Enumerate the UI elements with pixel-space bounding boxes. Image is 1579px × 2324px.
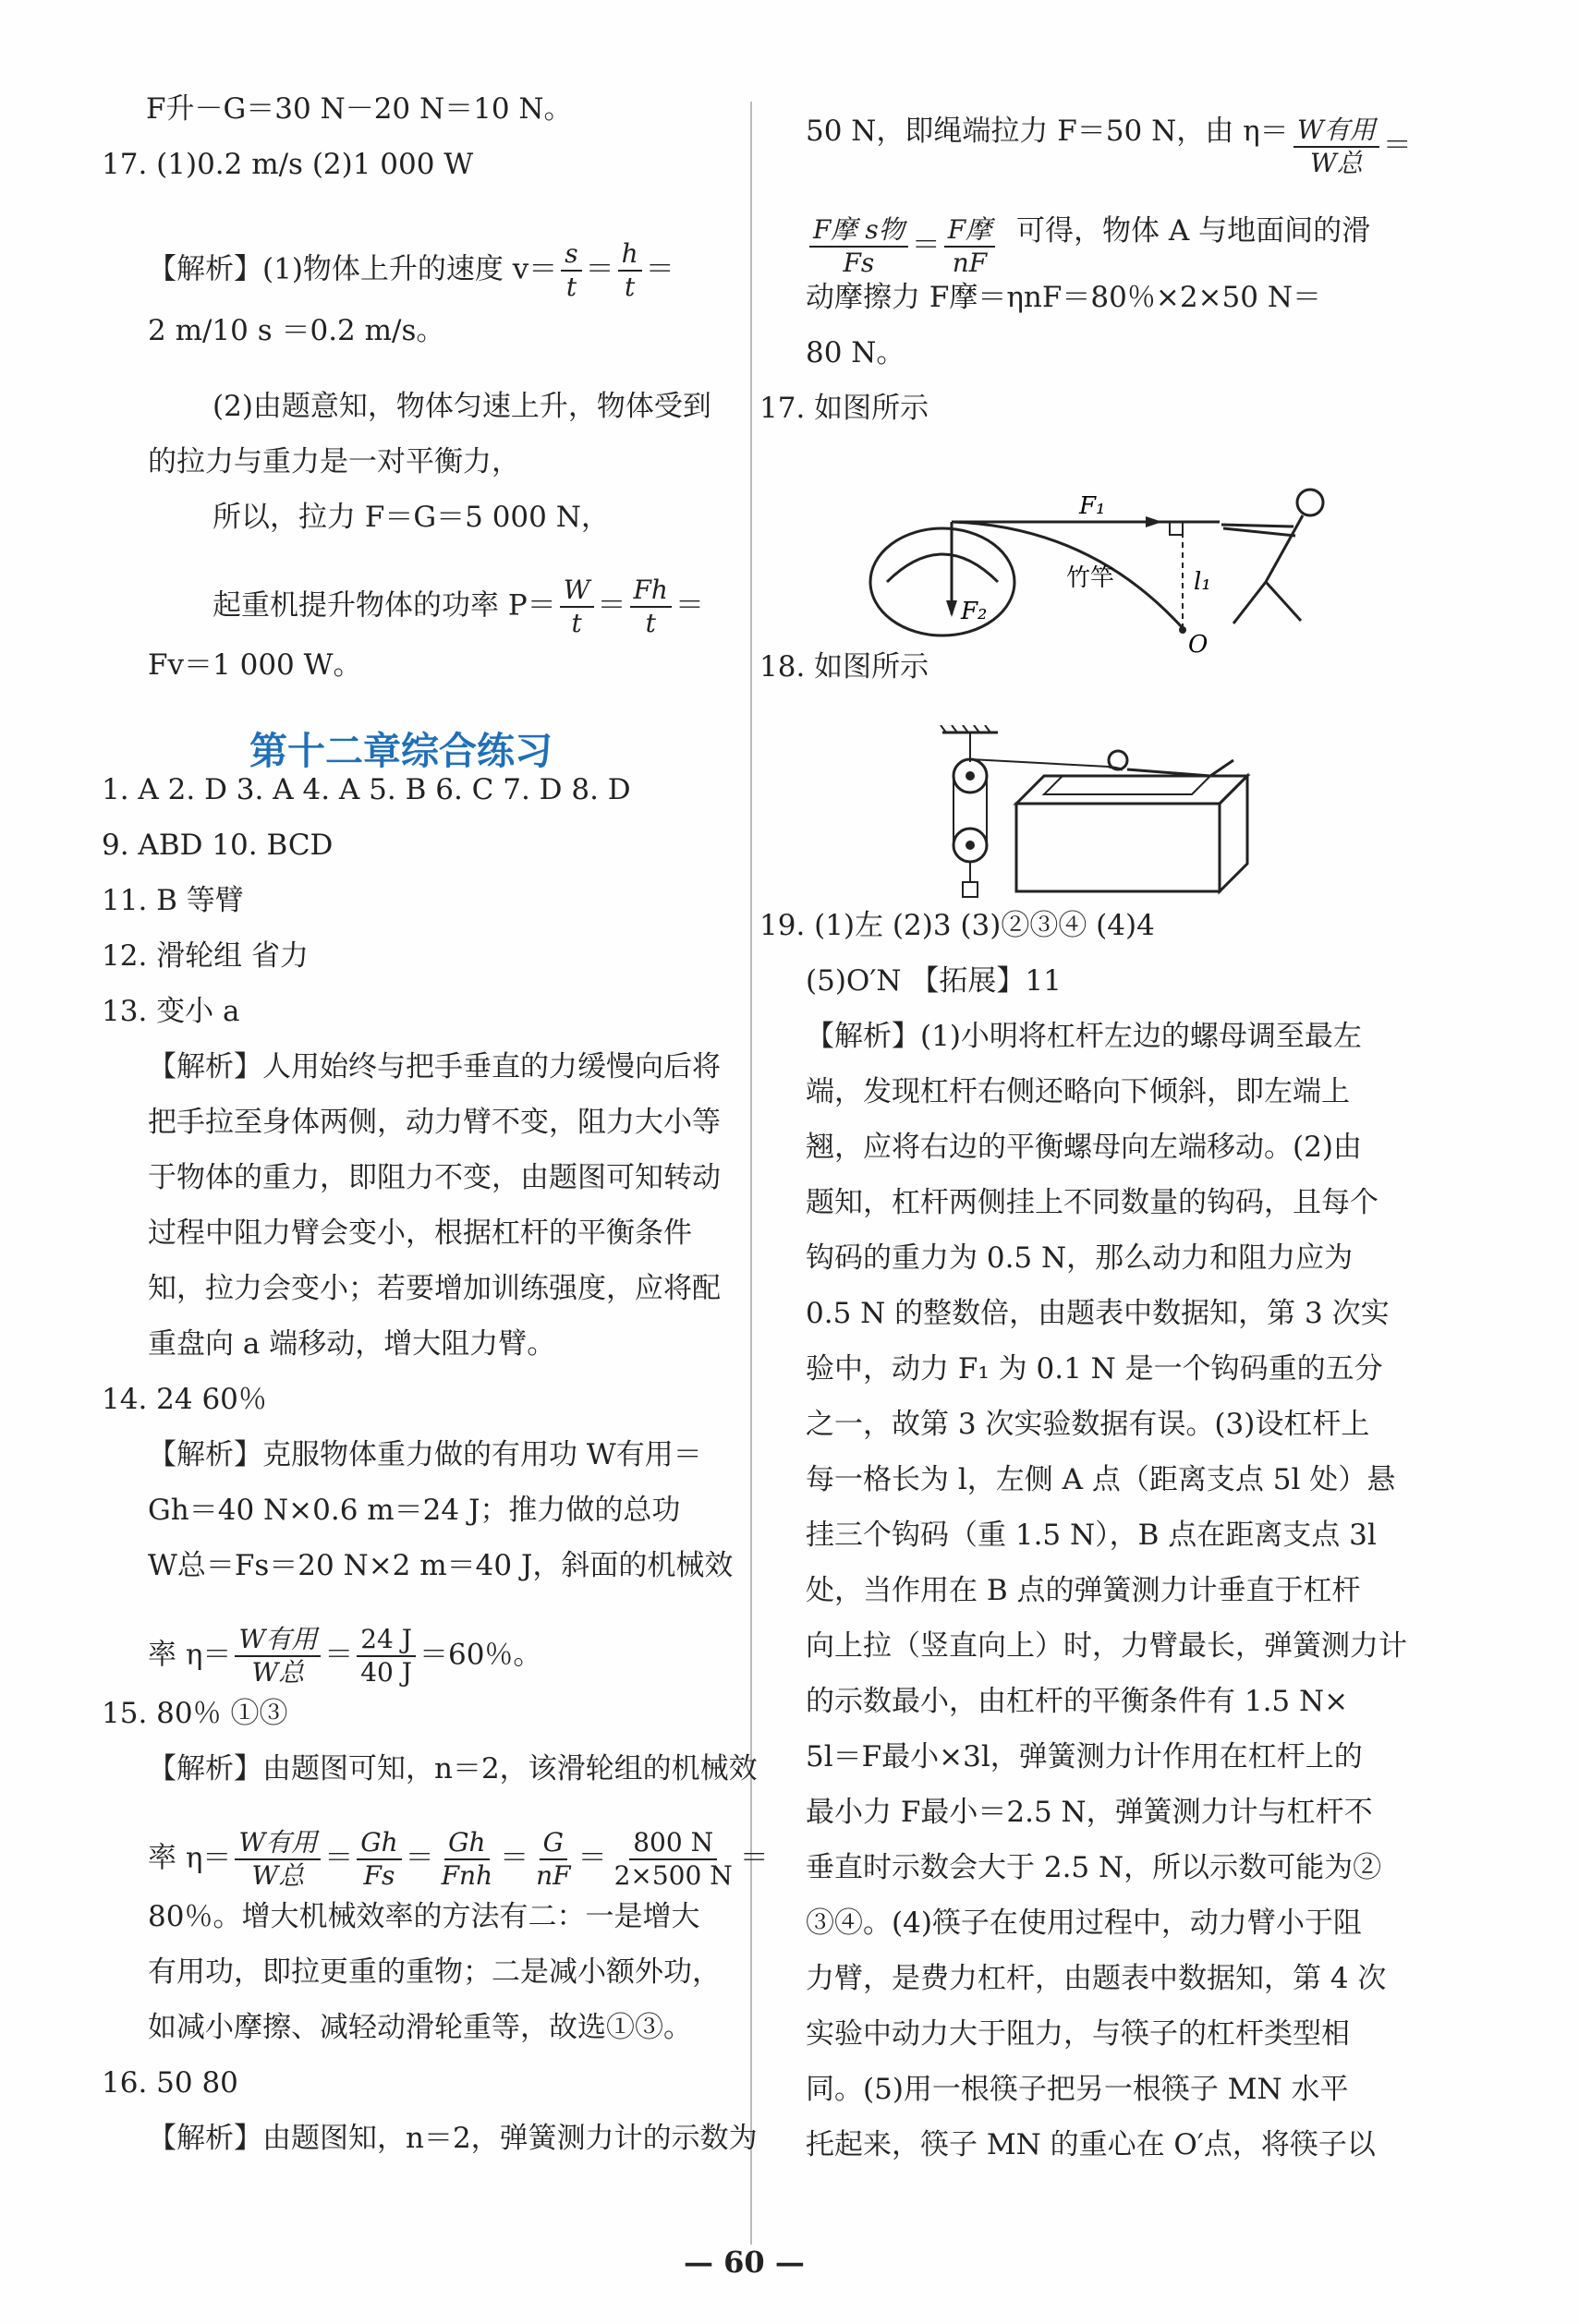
- figure-17-lever-diagram: [868, 471, 1349, 656]
- right-line: 18. 如图所示: [759, 650, 929, 684]
- right-line: 垂直时示数会大于 2.5 N，所以示数可能为②: [806, 1851, 1382, 1884]
- left-line: 15. 80％ ①③: [102, 1697, 288, 1730]
- left-line: 80％。增大机械效率的方法有二：一是增大: [148, 1900, 700, 1933]
- right-line: 题知，杠杆两侧挂上不同数量的钩码，且每个: [806, 1186, 1379, 1219]
- right-line: (5)O′N 【拓展】11: [806, 964, 1062, 998]
- left-line: 过程中阻力臂会变小，根据杠杆的平衡条件: [148, 1216, 692, 1250]
- right-line: 之一，故第 3 次实验数据有误。(3)设杠杆上: [806, 1408, 1370, 1441]
- left-line: 16. 50 80: [102, 2066, 238, 2100]
- label-pole: 竹竿: [1066, 564, 1115, 592]
- fraction: $\frac{24 J}{40 J}$: [357, 1624, 416, 1689]
- right-line: 实验中动力大于阻力，与筷子的杠杆类型相: [806, 2017, 1350, 2051]
- left-line: 【解析】由题图知，n＝2，弹簧测力计的示数为: [148, 2122, 758, 2155]
- fraction: $\frac{h}{t}$: [618, 238, 642, 303]
- fraction: $\frac{W}{t}$: [560, 575, 594, 639]
- left-line: 9. ABD 10. BCD: [102, 829, 334, 862]
- left-line: 【解析】克服物体重力做的有用功 W有用＝: [148, 1438, 702, 1471]
- right-line: 0.5 N 的整数倍，由题表中数据知，第 3 次实: [806, 1297, 1390, 1330]
- right-line: 每一格长为 l，左侧 A 点（距离支点 5l 处）悬: [806, 1463, 1396, 1496]
- left-line: 17. (1)0.2 m/s (2)1 000 W: [102, 148, 474, 181]
- right-line: 动摩擦力 F摩＝ηnF＝80％×2×50 N＝: [806, 281, 1321, 314]
- fraction: $\frac{\text{W有用}}{\text{W总}}$: [235, 1624, 321, 1689]
- left-line: 知，拉力会变小；若要增加训练强度，应将配: [148, 1272, 721, 1305]
- right-line: 5l＝F最小×3l，弹簧测力计作用在杠杆上的: [806, 1740, 1363, 1773]
- right-line: 处，当作用在 B 点的弹簧测力计垂直于杠杆: [806, 1574, 1361, 1607]
- formula-velocity: 【解析】(1)物体上升的速度 v＝ $\frac{s}{t}$ ＝ $\frac{h}{t}$ ＝: [148, 238, 674, 302]
- right-line: 托起来，筷子 MN 的重心在 O′点，将筷子以: [806, 2128, 1376, 2161]
- left-line: 重盘向 a 端移动，增大阻力臂。: [148, 1327, 556, 1361]
- fraction: $\frac{Fh}{t}$: [630, 575, 672, 639]
- right-line: 端，发现杠杆右侧还略向下倾斜，即左端上: [806, 1075, 1350, 1108]
- left-line: 如减小摩擦、减轻动滑轮重等，故选①③。: [148, 2011, 692, 2044]
- formula-power: 起重机提升物体的功率 P＝ $\frac{W}{t}$ ＝ $\frac{Fh}{t}$ ＝: [213, 575, 704, 638]
- right-line: 50 N，即绳端拉力 F＝50 N，由 η＝: [806, 115, 1289, 148]
- left-line: 【解析】人用始终与把手垂直的力缓慢向后将: [148, 1050, 721, 1083]
- right-line: 最小力 F最小＝2.5 N，弹簧测力计与杠杆不: [806, 1796, 1373, 1829]
- right-line: ③④。(4)筷子在使用过程中，动力臂小于阻: [806, 1906, 1362, 1940]
- left-line: F升－G＝30 N－20 N＝10 N。: [146, 92, 573, 126]
- right-line: 80 N。: [806, 336, 905, 369]
- chapter-title: 第十二章综合练习: [249, 729, 553, 773]
- formula-eta-16b: $\frac{\text{F摩 s物}}{Fs}$ ＝ $\frac{\text{F摩}}{nF}$: [806, 214, 999, 279]
- right-line: 挂三个钩码（重 1.5 N），B 点在距离支点 3l: [806, 1519, 1377, 1552]
- person-lying-icon: [1109, 751, 1233, 776]
- left-line: (2)由题意知，物体匀速上升，物体受到: [213, 390, 711, 423]
- right-line: 同。(5)用一根筷子把另一根筷子 MN 水平: [806, 2073, 1349, 2106]
- right-line: 可得，物体 A 与地面间的滑: [1016, 214, 1371, 248]
- left-line: 的拉力与重力是一对平衡力，: [148, 445, 520, 478]
- formula-efficiency-15: 率 η＝ $\frac{\text{W有用}}{\text{W总}}$ ＝ $\frac{Gh}{Fs}$ ＝ $\frac{Gh}{\text{Fnh}}$ ＝ $\frac{G}{nF}$ ＝ $\frac{800 N}{2\times 500 N}$ ＝: [148, 1827, 769, 1891]
- left-line: W总＝Fs＝20 N×2 m＝40 J，斜面的机械效: [148, 1549, 734, 1582]
- left-line: 所以，拉力 F＝G＝5 000 N，: [213, 501, 610, 534]
- label-F2: F₂: [961, 598, 988, 625]
- left-line: 把手拉至身体两侧，动力臂不变，阻力大小等: [148, 1106, 721, 1139]
- right-line: 的示数最小，由杠杆的平衡条件有 1.5 N×: [806, 1685, 1349, 1718]
- left-line: 11. B 等臂: [102, 884, 244, 917]
- page-number: — 60 —: [684, 2245, 805, 2280]
- column-divider: [750, 102, 752, 2245]
- formula-efficiency-14: 率 η＝ $\frac{\text{W有用}}{\text{W总}}$ ＝ $\frac{24 J}{40 J}$ ＝60％。: [148, 1624, 542, 1688]
- formula-eta-16a: $\frac{\text{W有用}}{\text{W总}}$ ＝: [1290, 115, 1412, 179]
- left-line: Fv＝1 000 W。: [148, 648, 362, 682]
- right-line: 向上拉（竖直向上）时，力臂最长，弹簧测力计: [806, 1629, 1407, 1663]
- right-line: 19. (1)左 (2)3 (3)②③④ (4)4: [759, 909, 1155, 942]
- right-line: 验中，动力 F₁ 为 0.1 N 是一个钩码重的五分: [806, 1352, 1383, 1386]
- formula-text: 【解析】(1)物体上升的速度 v＝: [148, 252, 558, 286]
- left-line: 于物体的重力，即阻力不变，由题图可知转动: [148, 1161, 721, 1194]
- fraction: $\frac{s}{t}$: [561, 238, 581, 303]
- left-line: 12. 滑轮组 省力: [102, 939, 310, 973]
- figure-18-pulley-diagram: [933, 725, 1257, 905]
- left-line: 1. A 2. D 3. A 4. A 5. B 6. C 7. D 8. D: [102, 773, 631, 806]
- right-line: 力臂，是费力杠杆，由题表中数据知，第 4 次: [806, 1962, 1387, 1995]
- left-line: 有用功，即拉更重的重物；二是减小额外功，: [148, 1955, 721, 1989]
- right-line: 17. 如图所示: [759, 392, 929, 425]
- right-line: 钩码的重力为 0.5 N，那么动力和阻力应为: [806, 1241, 1354, 1275]
- right-line: 【解析】(1)小明将杠杆左边的螺母调至最左: [806, 1020, 1362, 1053]
- left-line: 13. 变小 a: [102, 995, 240, 1028]
- left-line: 14. 24 60％: [102, 1383, 267, 1416]
- right-line: 翘，应将右边的平衡螺母向左端移动。(2)由: [806, 1131, 1362, 1164]
- label-O: O: [1188, 631, 1209, 656]
- label-F1: F₁: [1079, 492, 1106, 520]
- left-line: 【解析】由题图可知，n＝2，该滑轮组的机械效: [148, 1752, 758, 1785]
- left-line: Gh＝40 N×0.6 m＝24 J；推力做的总功: [148, 1494, 681, 1527]
- label-l1: l₁: [1194, 568, 1211, 596]
- person-icon: [1221, 490, 1323, 623]
- left-line: 2 m/10 s ＝0.2 m/s。: [148, 314, 445, 347]
